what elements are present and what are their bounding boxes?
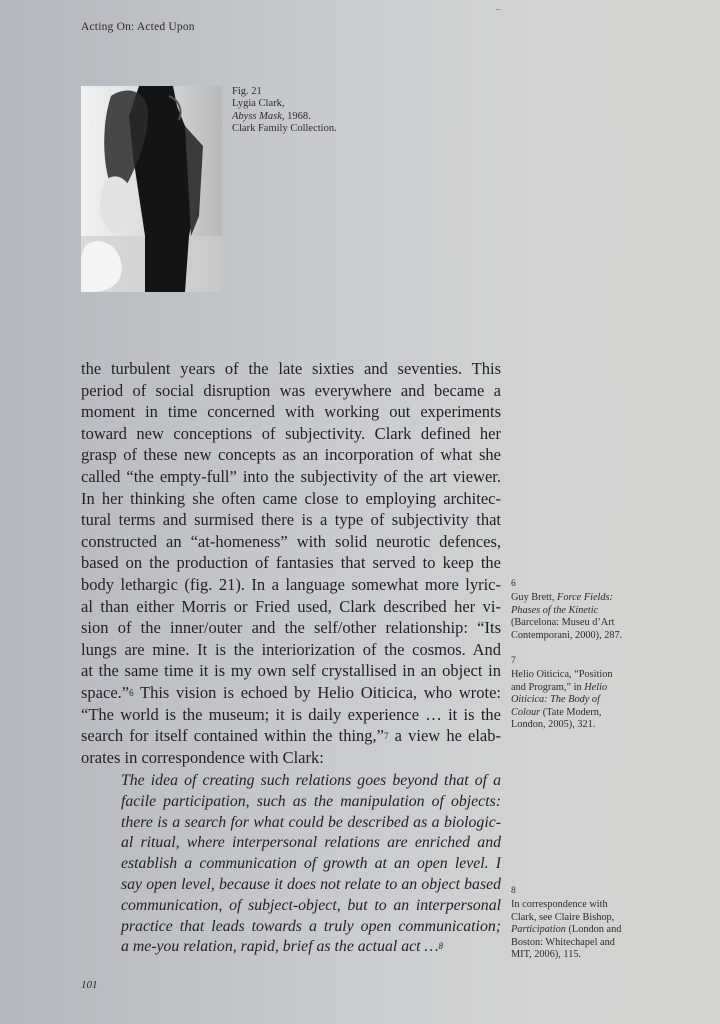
footnote-text-segment: and Program,” in: [511, 681, 585, 693]
body-text-segment: space.”: [81, 682, 130, 702]
caption-title-suffix: , 1968.: [281, 110, 311, 122]
footnote-text-segment: Guy Brett,: [511, 592, 558, 604]
footnote-text-segment: MIT, 2006), 115.: [511, 949, 582, 961]
footnote-ref-6: 6: [129, 687, 134, 698]
footnote-text-segment: (Tate Modern,: [540, 706, 602, 718]
footnote-text-segment: Phases of the Kinetic: [511, 604, 599, 616]
footnote-text-segment: Participation: [511, 924, 566, 936]
footnote-text-segment: Colour: [511, 706, 541, 718]
body-line: moment in time concerned with working out experiments: [81, 402, 501, 422]
body-line: lungs are mine. It is the interiorization of the cosmos. And: [81, 639, 501, 659]
body-line: al than either Morris or Fried used, Clark described her vi-: [81, 596, 501, 616]
quote-line: facile participation, such as the manipulation of objects:: [121, 792, 501, 810]
quote-line: [121, 937, 501, 958]
footnote-text-segment: Oiticica: The Body of: [511, 694, 600, 706]
footnote-text-segment: London, 2005), 321.: [511, 719, 596, 731]
quote-line: establish a communication of growth at an open level. I: [121, 855, 501, 873]
body-line: grasp of these new concepts as an incorporation of what she: [81, 445, 501, 465]
body-line: tural terms and surmised there is a type of subjectivity that: [81, 510, 501, 530]
body-line: “The world is the museum; it is daily experience … it is the: [81, 704, 501, 724]
footnote-line: [511, 937, 681, 949]
quote-line: say open level, because it does not relate to an object based: [121, 875, 501, 893]
page-number: 101: [81, 979, 98, 991]
footnote-text-segment: (Barcelona: Museu d’Art: [511, 617, 615, 629]
footnote-7: [511, 655, 681, 731]
footnote-line: [511, 605, 681, 617]
footnote-8: [511, 885, 681, 961]
body-line: at the same time it is my own self crystallised in an object in: [81, 661, 501, 681]
body-line: called “the empty-full” into the subjectivity of the art viewer.: [81, 466, 501, 486]
quote-line: al ritual, where interpersonal relations are enriched and: [121, 834, 501, 852]
quote-line: there is a search for what could be described as a biologic-: [121, 813, 501, 831]
footnote-6: [511, 578, 681, 642]
caption-title: Abyss Mask: [232, 110, 282, 122]
footnote-text-segment: Force Fields:: [557, 592, 613, 604]
footnote-line: [511, 682, 681, 694]
body-text-segment: a view he elab-: [388, 726, 501, 746]
body-line: In her thinking she often came close to employing architec-: [81, 488, 501, 508]
figure-photo: [81, 86, 222, 292]
quote-line: practice that leads towards a truly open communication;: [121, 917, 501, 935]
body-line: based on the production of fantasies that served to keep the: [81, 553, 501, 573]
footnote-text-segment: In correspondence with: [511, 899, 608, 911]
body-line: constructed an “at-homeness” with solid neurotic defences,: [81, 531, 501, 551]
body-line: orates in correspondence with Clark:: [81, 747, 324, 767]
caption-title-line: [232, 111, 382, 123]
footnote-number: 7: [511, 656, 516, 666]
footnote-line: [511, 707, 681, 719]
figure-caption: [232, 86, 382, 136]
body-text: [81, 358, 501, 768]
caption-fig-number: Fig. 21: [232, 86, 262, 97]
body-line: the turbulent years of the late sixties and seventies. This: [81, 359, 501, 378]
footnote-line: [511, 617, 681, 629]
footnote-line: [511, 669, 681, 681]
body-text-segment: This vision is echoed by Helio Oiticica, who wrote:: [133, 682, 501, 702]
footnote-line: [511, 694, 681, 706]
body-line: body lethargic (fig. 21). In a language somewhat more lyric-: [81, 574, 501, 594]
quote-line: The idea of creating such relations goes beyond that of a: [121, 772, 501, 789]
footnote-line: [511, 949, 681, 961]
footnote-number: 8: [511, 886, 516, 896]
footnote-line: [511, 719, 681, 731]
body-line: [81, 725, 501, 747]
footnote-text-segment: Helio: [584, 681, 608, 693]
body-line: period of social disruption was everywhere and became a: [81, 380, 501, 400]
body-line: toward new conceptions of subjectivity. Clark defined her: [81, 423, 501, 443]
footnote-text-segment: Clark, see Claire Bishop,: [511, 911, 615, 923]
body-line: [81, 682, 501, 704]
footnote-line: [511, 630, 681, 642]
footnote-text-segment: Boston: Whitechapel and: [511, 936, 615, 948]
footnote-ref-7: 7: [384, 731, 389, 742]
footnote-text-segment: Contemporani, 2000), 287.: [511, 629, 623, 641]
caption-collection: Clark Family Collection.: [232, 123, 337, 135]
footnote-text-segment: (London and: [565, 924, 622, 936]
footnote-ref-8: 8: [438, 941, 444, 952]
running-head: Acting On: Acted Upon: [81, 21, 195, 33]
quote-line: communication, of subject-object, but to an interpersonal: [121, 896, 501, 914]
footnote-line: [511, 924, 681, 936]
body-text-segment: search for itself contained within the thing,”: [81, 726, 385, 746]
footnote-line: [511, 912, 681, 924]
footnote-number: 6: [511, 579, 516, 589]
body-line: sion of the inner/outer and the self/other relationship: “Its: [81, 618, 501, 638]
top-mark: –: [496, 4, 501, 14]
quote-text-segment: a me-you relation, rapid, brief as the actual act …: [121, 938, 439, 956]
footnote-text-segment: Helio Oiticica, “Position: [511, 669, 613, 681]
block-quote: [121, 771, 501, 958]
footnote-line: [511, 592, 681, 604]
caption-artist: Lygia Clark,: [232, 98, 285, 110]
footnote-line: [511, 899, 681, 911]
